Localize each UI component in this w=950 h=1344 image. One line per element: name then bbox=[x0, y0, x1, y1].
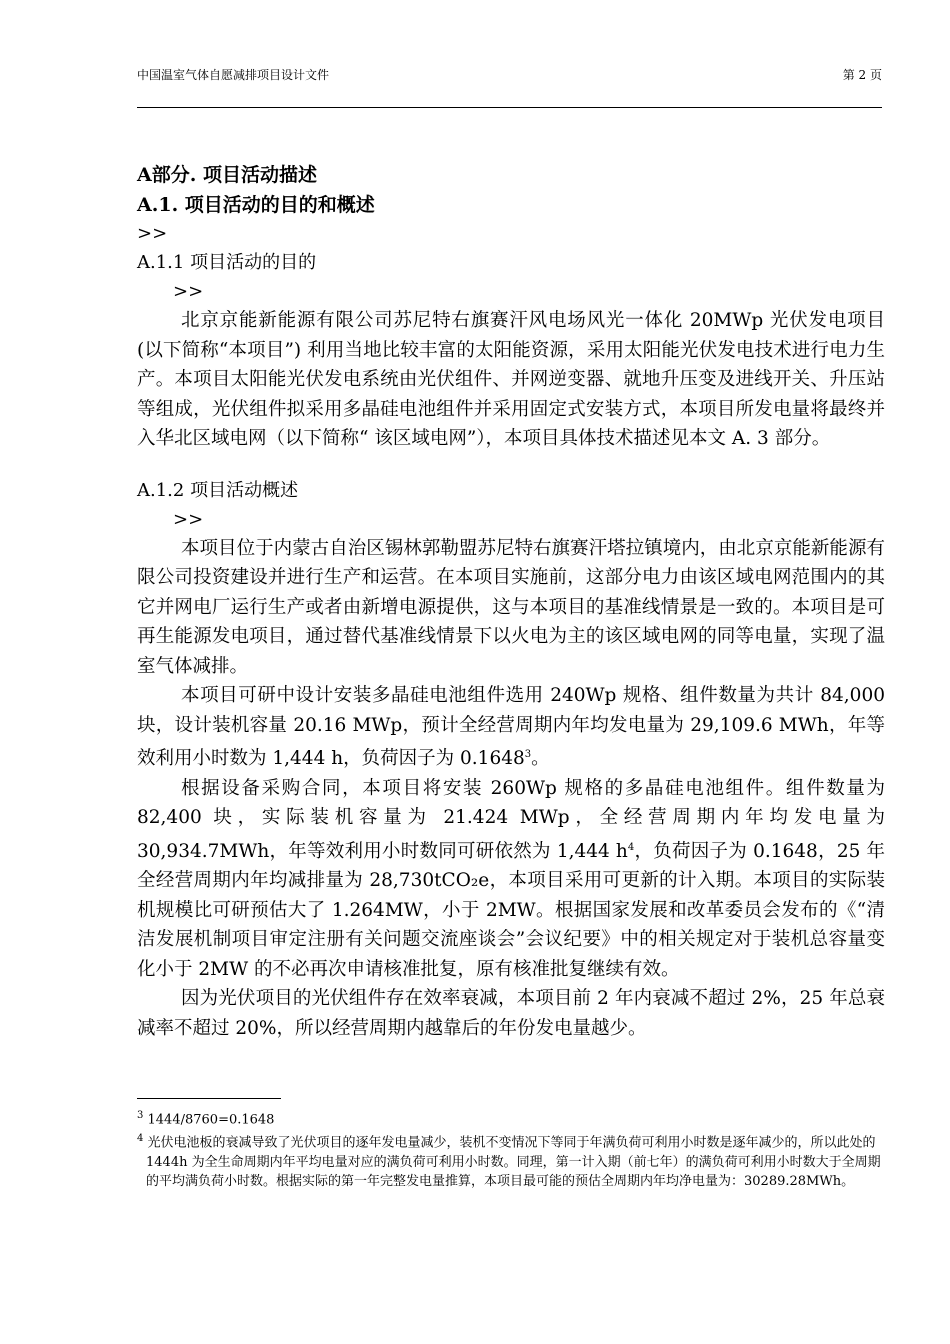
paragraph-text: 根据设备采购合同，本项目将安装 260Wp 规格的多晶硅电池组件。组件数量为 82,400 块，实际装机容量为 21.424 MWp，全经营周期内年均发电量为 30,934.7MWh，年等效利用小时数同可研依然为 1,444 h bbox=[137, 777, 885, 862]
footnote bbox=[137, 1129, 885, 1190]
section-a1-heading: A.1. 项目活动的目的和概述 bbox=[137, 194, 375, 216]
section-a12-heading: A.1.2 项目活动概述 bbox=[137, 479, 299, 501]
footnote-text: 光伏电池板的衰减导致了光伏项目的逐年发电量减少，装机不变情况下等同于年满负荷可利用小时数是逐年减少的，所以此处的 1444h 为全生命周期内年平均电量对应的满负荷可利用小时数。同理，第一计入期（前七年）的满负荷可利用小时数大于全周期的平均满负荷小时数。根据实际的第一年完整发电量推算，本项目最可能的预估全周期内年均净电量为：30289.28MWh。 bbox=[146, 1135, 881, 1189]
a12-paragraph-1: 本项目位于内蒙古自治区锡林郭勒盟苏尼特右旗赛汗塔拉镇境内，由北京京能新能源有限公司投资建设并进行生产和运营。在本项目实施前，这部分电力由该区域电网范围内的其它并网电厂运行生产或者由新增电源提供，这与本项目的基准线情景是一致的。本项目是可再生能源发电项目，通过替代基准线情景下以火电为主的该区域电网的同等电量，实现了温室气体减排。 bbox=[137, 537, 885, 677]
footnote-text: 1444/8760=0.1648 bbox=[147, 1112, 275, 1128]
section-marker: >> bbox=[173, 508, 204, 530]
a12-paragraph-2 bbox=[137, 681, 885, 774]
a11-paragraph: 北京京能新能源有限公司苏尼特右旗赛汗风电场风光一体化 20MWp 光伏发电项目 (以下简称“本项目”) 利用当地比较丰富的太阳能资源，采用太阳能光伏发电技术进行电力生产。本项目太阳能光伏发电系统由光伏组件、并网逆变器、就地升压变及进线开关、升压站等组成，光伏组件拟采用多晶硅电池组件并采用固定式安装方式，本项目所发电量将最终并入华北区域电网（以下简称“ 该区域电网”），本项目具体技术描述见本文 A. 3 部分。 bbox=[137, 310, 885, 449]
footnote-mark: 3 bbox=[137, 1110, 144, 1121]
a12-paragraph-3 bbox=[137, 774, 885, 985]
part-a-heading: A部分. 项目活动描述 bbox=[137, 164, 317, 186]
section-a11-heading: A.1.1 项目活动的目的 bbox=[137, 252, 317, 273]
page-number: 第 2 页 bbox=[842, 68, 882, 82]
spacer bbox=[137, 454, 885, 476]
footnote bbox=[137, 1106, 885, 1129]
footnote-mark: 4 bbox=[137, 1133, 144, 1145]
footnote-ref: 3 bbox=[524, 749, 532, 760]
main-content bbox=[137, 160, 885, 1043]
a12-paragraph-4: 因为光伏项目的光伏组件存在效率衰减，本项目前 2 年内衰减不超过 2%，25 年总衰减率不超过 20%，所以经营周期内越靠后的年份发电量越少。 bbox=[137, 988, 885, 1039]
footnotes bbox=[137, 1106, 885, 1191]
paragraph-text: 本项目可研中设计安装多晶硅电池组件选用 240Wp 规格、组件数量为共计 84,000 块，设计装机容量 20.16 MWp，预计全经营周期内年均发电量为 29,109.6 MWh，年等效利用小时数为 1,444 h，负荷因子为 0.1648 bbox=[137, 685, 885, 770]
footnote-ref: 4 bbox=[627, 841, 635, 853]
paragraph-text: ，负荷因子为 0.1648，25 年全经营周期内年均减排量为 28,730tCO₂e，本项目采用可更新的计入期。本项目的实际装机规模比可研预估大了 1.264MW，小于 2MW。根据国家发展和改革委员会发布的《“清洁发展机制项目审定注册有关问题交流座谈会”会议纪要》中的相关规定对于装机总容量变化小于 2MW 的不必再次申请核准批复，原有核准批复继续有效。 bbox=[137, 840, 885, 980]
header-divider bbox=[137, 107, 882, 108]
footnote-divider bbox=[137, 1098, 281, 1099]
page-header bbox=[137, 66, 882, 86]
document-title: 中国温室气体自愿减排项目设计文件 bbox=[137, 68, 330, 82]
paragraph-text: 。 bbox=[531, 748, 550, 770]
section-marker: >> bbox=[137, 223, 168, 244]
section-marker: >> bbox=[173, 281, 204, 302]
